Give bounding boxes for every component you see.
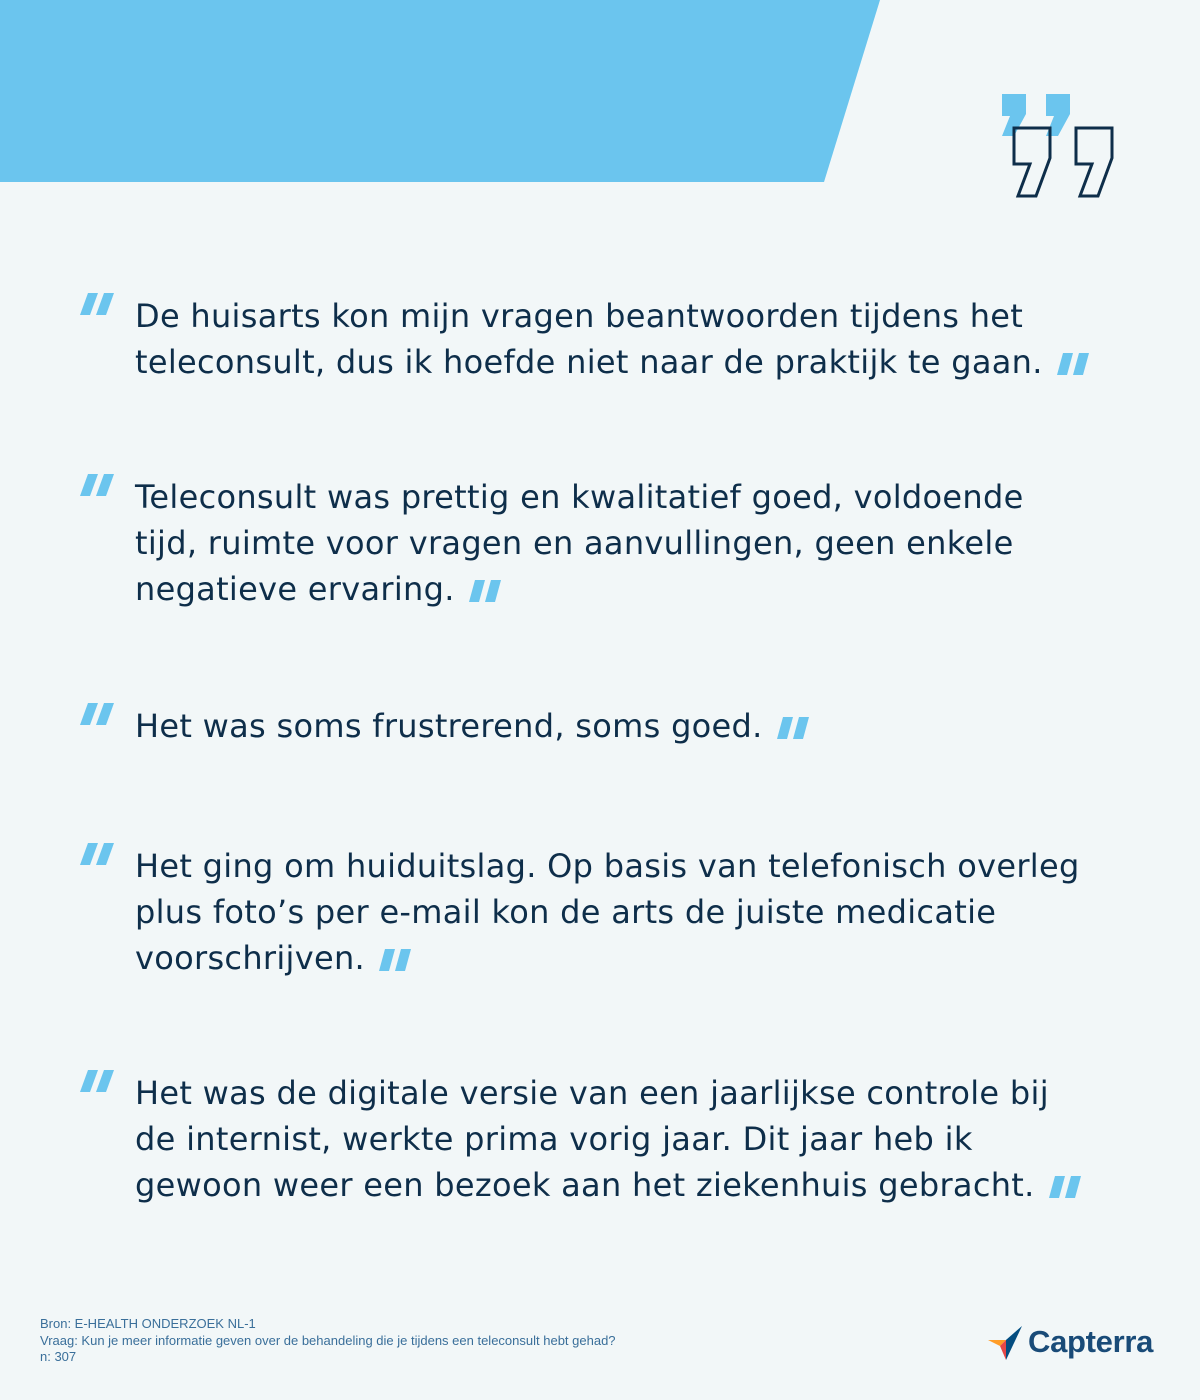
quote-text: Het ging om huiduitslag. Op basis van telefonisch overleg plus foto’s per e-mail kon de arts de juiste medicatie voorschrijven. <box>135 847 1080 977</box>
open-quote-icon <box>80 474 116 496</box>
logo-text: Capterra <box>1028 1324 1154 1359</box>
footnote-sample-size: n: 307 <box>40 1349 77 1364</box>
capterra-logo <box>986 1320 1156 1364</box>
capterra-arrow-icon <box>986 1322 1026 1362</box>
close-quote-icon <box>469 580 503 602</box>
open-quote-icon <box>80 703 116 725</box>
quote-text: Teleconsult was prettig en kwalitatief goed, voldoende tijd, ruimte voor vragen en aanvullingen, geen enkele negatieve ervaring. <box>135 478 1024 608</box>
footnote-question: Vraag: Kun je meer informatie geven over de behandeling die je tijdens een teleconsult hebt gehad? <box>40 1332 616 1348</box>
double-quote-icon <box>996 88 1120 204</box>
open-quote-icon <box>80 293 116 315</box>
source-footnote <box>40 1316 616 1366</box>
quote-text: Het was soms frustrerend, soms goed. <box>135 703 1095 749</box>
close-quote-icon <box>1057 353 1091 375</box>
footnote-source: Bron: E-HEALTH ONDERZOEK NL-1 <box>40 1316 256 1331</box>
open-quote-icon <box>80 1070 116 1092</box>
close-quote-icon <box>777 717 811 739</box>
close-quote-icon <box>1049 1176 1083 1198</box>
open-quote-icon <box>80 843 116 865</box>
close-quote-icon <box>379 949 413 971</box>
quote-text: Het was de digitale versie van een jaarlijkse controle bij de internist, werkte prima vorig jaar. Dit jaar heb ik gewoon weer een bezoek aan het ziekenhuis gebracht. <box>135 1070 1095 1208</box>
quote-text: De huisarts kon mijn vragen beantwoorden tijdens het teleconsult, dus ik hoefde niet naar de praktijk te gaan. <box>135 293 1095 385</box>
